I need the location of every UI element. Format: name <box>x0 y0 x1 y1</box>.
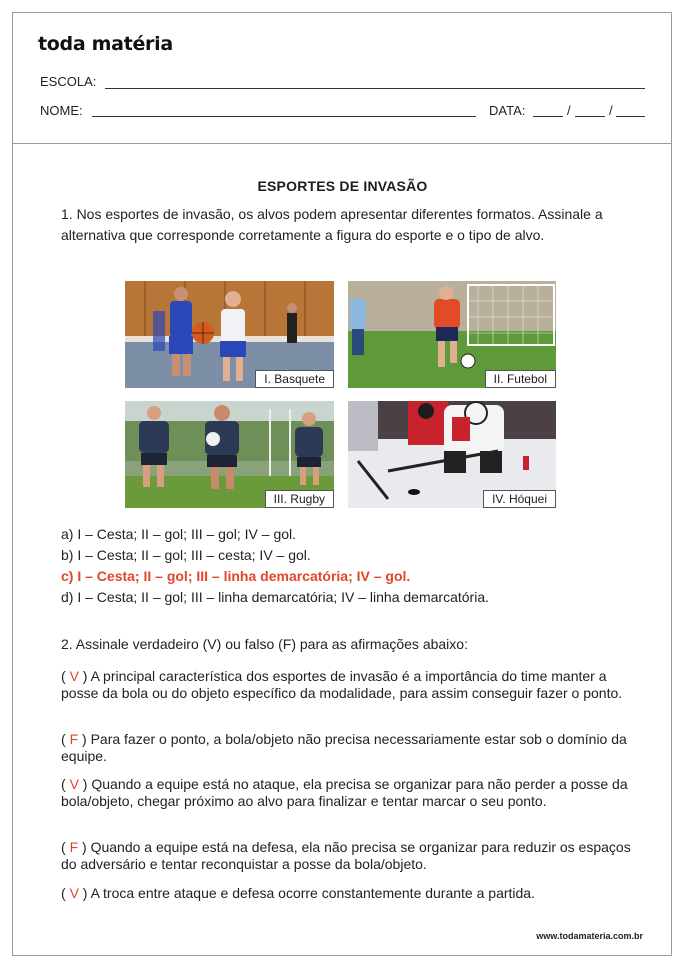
page-title: ESPORTES DE INVASÃO <box>257 178 428 194</box>
header-divider <box>12 143 672 144</box>
statement: ( V ) Quando a equipe está no ataque, ela precisa se organizar para não perder a posse da bola/objeto, chegar próximo ao alvo para finalizar e tentar marcar o seu ponto. <box>61 776 628 809</box>
nome-field[interactable] <box>92 116 476 117</box>
option-a: a) I – Cesta; II – gol; III – gol; IV – gol. <box>61 526 297 542</box>
statement: ( F ) Quando a equipe está na defesa, ela não precisa se organizar para reduzir os espaços do adversário e tentar reconquistar a posse da bola/objeto. <box>61 839 631 872</box>
option-b: b) I – Cesta; II – gol; III – cesta; IV – gol. <box>61 547 311 563</box>
basketball-photo <box>125 281 334 388</box>
date-month-field[interactable] <box>575 116 605 117</box>
image-caption: III. Rugby <box>265 490 334 508</box>
statement-text: A troca entre ataque e defesa ocorre constantemente durante a partida. <box>90 885 535 901</box>
date-year-field[interactable] <box>616 116 645 117</box>
escola-label: ESCOLA: <box>40 74 97 89</box>
data-label: DATA: <box>489 103 526 118</box>
answer-mark: V <box>69 885 79 901</box>
logo: toda matéria <box>38 33 173 55</box>
football-photo <box>348 281 556 388</box>
image-caption: I. Basquete <box>255 370 334 388</box>
answer-mark: F <box>69 731 79 747</box>
option-d: d) I – Cesta; II – gol; III – linha demarcatória; IV – linha demarcatória. <box>61 589 489 605</box>
image-caption: IV. Hóquei <box>483 490 556 508</box>
statement: ( F ) Para fazer o ponto, a bola/objeto não precisa necessariamente estar sob o domínio da equipe. <box>61 731 627 764</box>
rugby-photo <box>125 401 334 508</box>
footer-url: www.todamateria.com.br <box>536 931 643 941</box>
hockey-photo <box>348 401 556 508</box>
date-separator: / <box>609 103 613 118</box>
statement-text: Quando a equipe está na defesa, ela não precisa se organizar para reduzir os espaços do adversário e tentar reconquistar a posse da bola/objeto. <box>61 839 631 872</box>
option-c-correct: c) I – Cesta; II – gol; III – linha demarcatória; IV – gol. <box>61 568 411 584</box>
date-day-field[interactable] <box>533 116 563 117</box>
answer-mark: V <box>69 668 79 684</box>
statement-text: Para fazer o ponto, a bola/objeto não precisa necessariamente estar sob o domínio da equipe. <box>61 731 627 764</box>
answer-mark: V <box>69 776 79 792</box>
worksheet-border <box>12 12 672 956</box>
statement-text: A principal característica dos esportes de invasão é a importância do time manter a posse da bola ou do objeto específico da modalidade, para assim conseguir fazer o ponto. <box>61 668 623 701</box>
nome-label: NOME: <box>40 103 83 118</box>
escola-field[interactable] <box>105 88 645 89</box>
question-1-text: 1. Nos esportes de invasão, os alvos podem apresentar diferentes formatos. Assinale a alternativa que corresponde corretamente a figura do esporte e o tipo de alvo. <box>61 206 603 243</box>
statement: ( V ) A principal característica dos esportes de invasão é a importância do time manter a posse da bola ou do objeto específico da modalidade, para assim conseguir fazer o ponto. <box>61 668 623 701</box>
statement-text: Quando a equipe está no ataque, ela precisa se organizar para não perder a posse da bola/objeto, chegar próximo ao alvo para finalizar e tentar marcar o seu ponto. <box>61 776 628 809</box>
date-separator: / <box>567 103 571 118</box>
question-2-text: 2. Assinale verdadeiro (V) ou falso (F) para as afirmações abaixo: <box>61 636 468 652</box>
answer-mark: F <box>69 839 79 855</box>
image-caption: II. Futebol <box>485 370 556 388</box>
statement: ( V ) A troca entre ataque e defesa ocorre constantemente durante a partida. <box>61 885 535 901</box>
